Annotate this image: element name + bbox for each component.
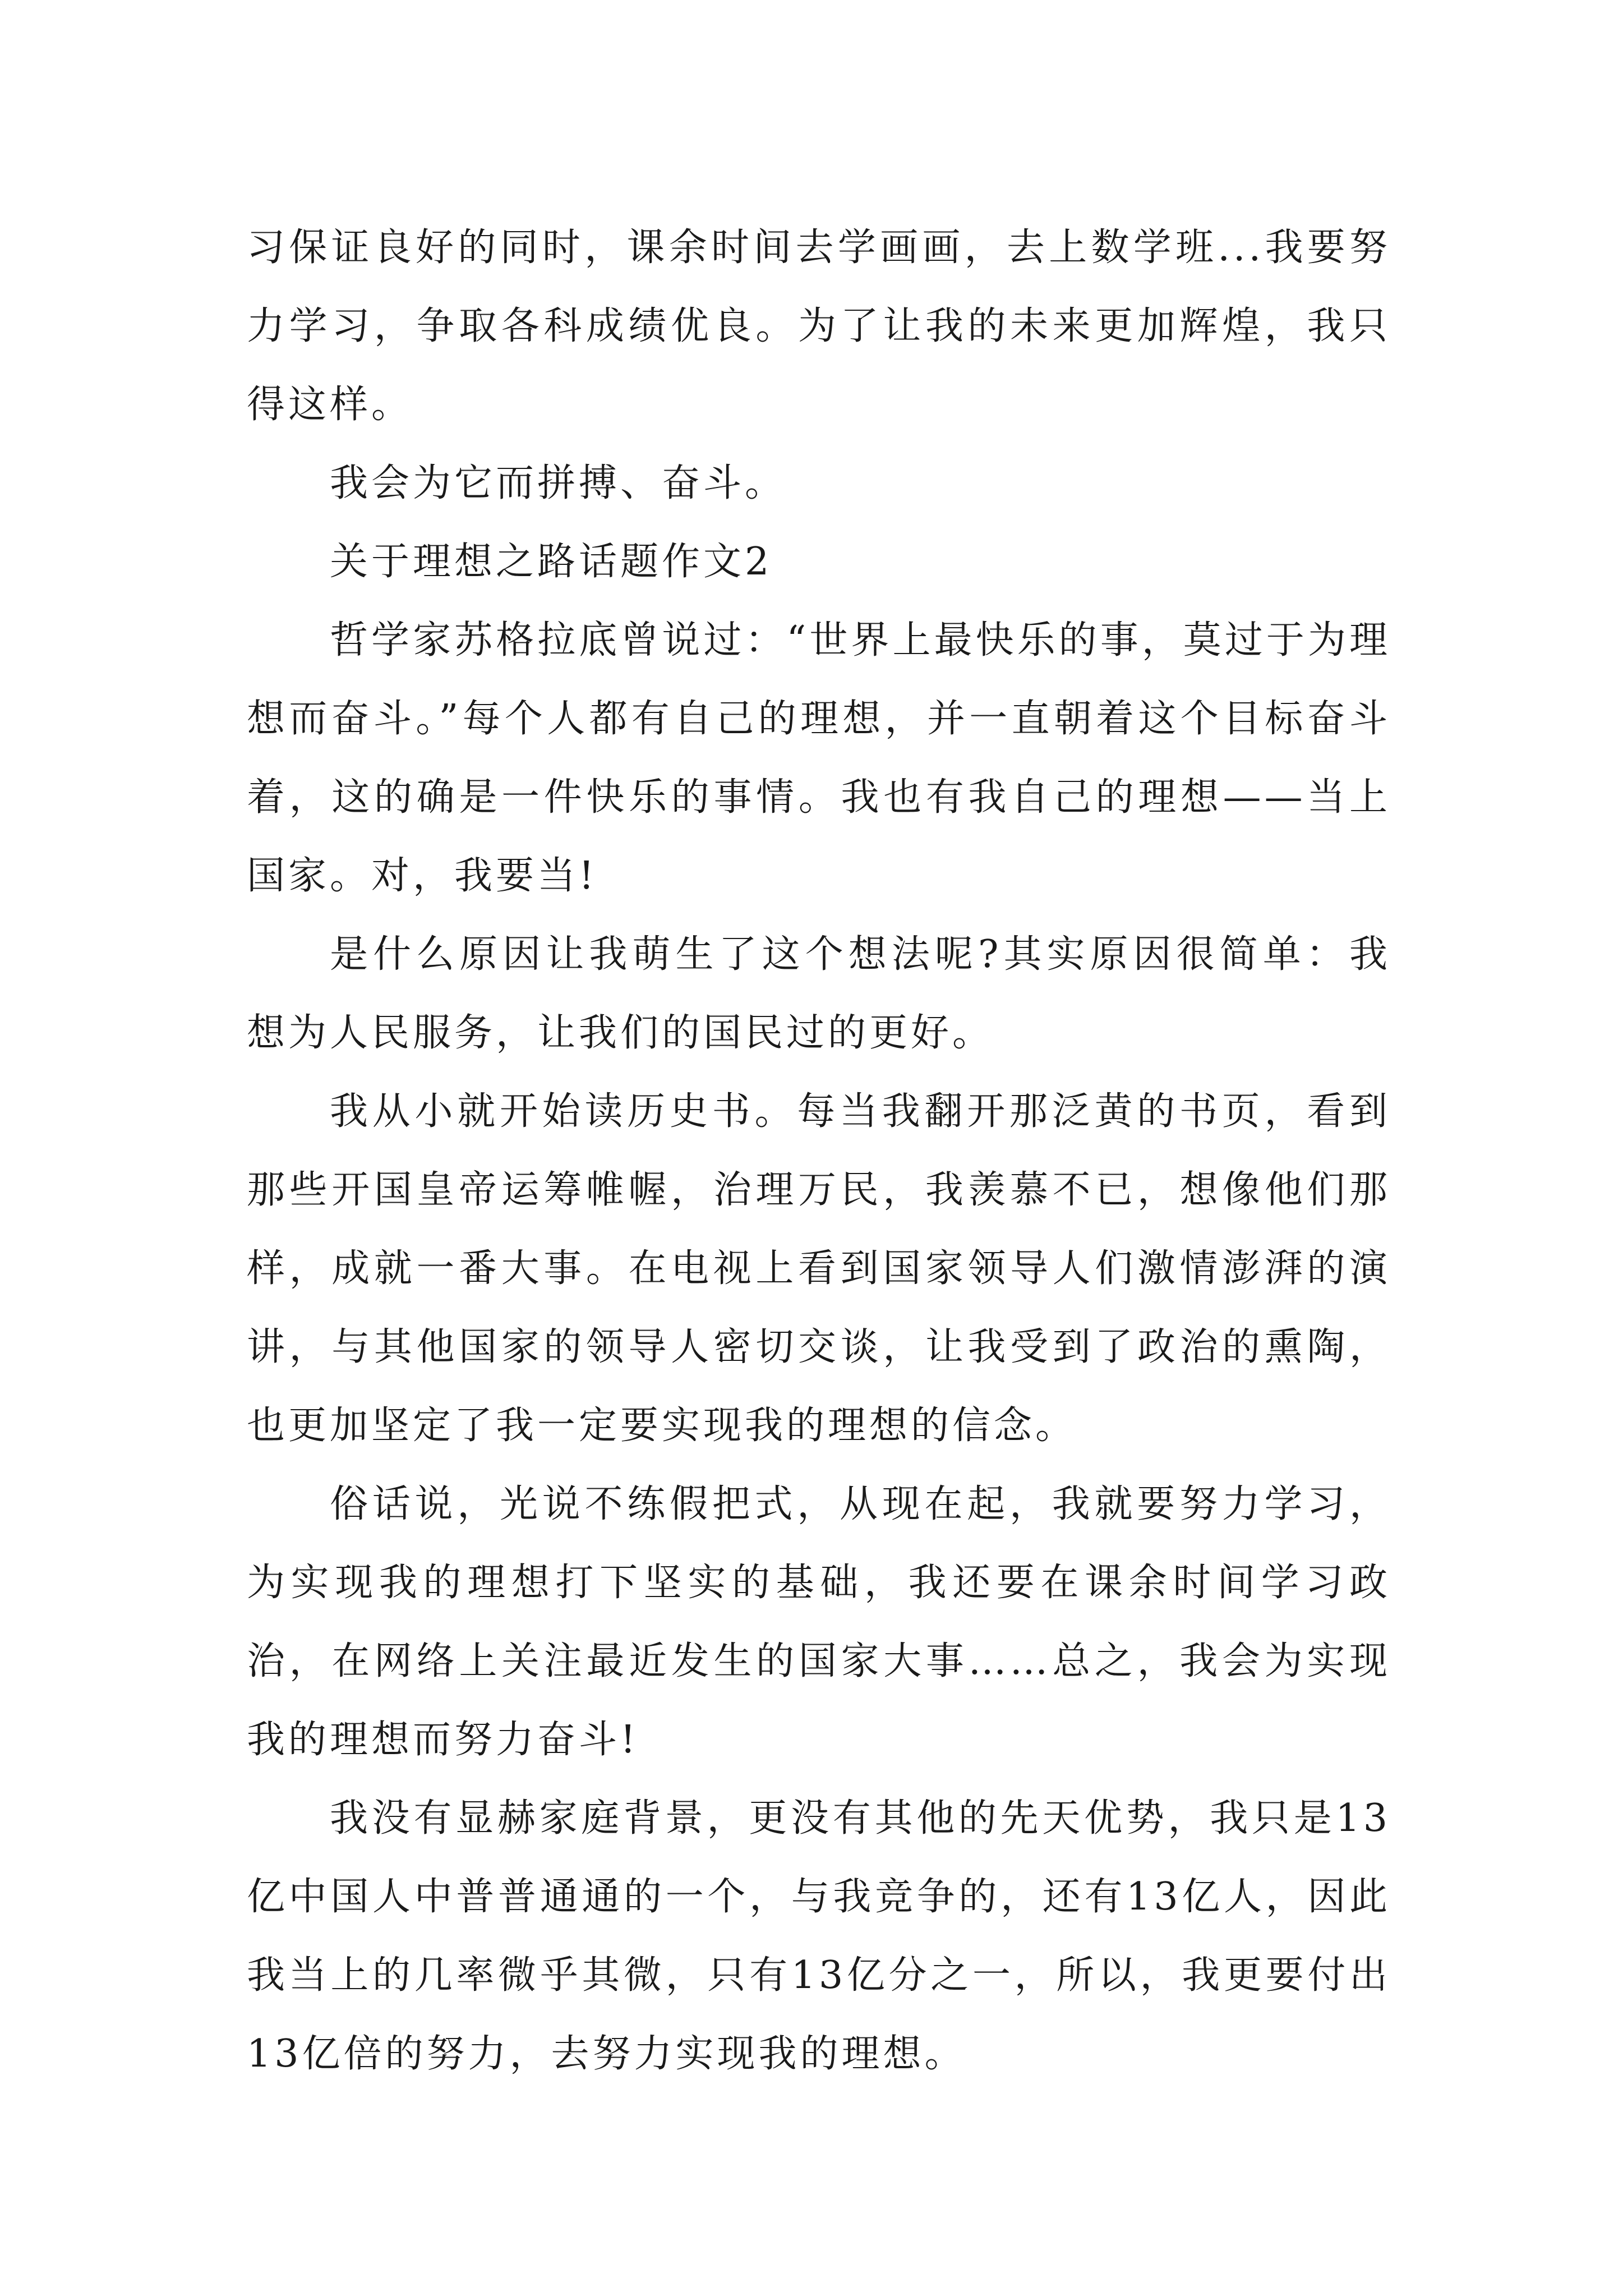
document-body xyxy=(247,209,1391,2093)
paragraph-continued: 习保证良好的同时，课余时间去学画画，去上数学班...我要努力学习，争取各科成绩优良。为了让我的未来更加辉煌，我只得这样。 xyxy=(247,226,1391,427)
essay-heading: 关于理想之路话题作文2 xyxy=(330,540,773,584)
paragraph: 我从小就开始读历史书。每当我翻开那泛黄的书页，看到那些开国皇帝运筹帷幄，治理万民，我羡慕不已，想像他们那样，成就一番大事。在电视上看到国家领导人们激情澎湃的演讲，与其他国家的领导人密切交谈，让我受到了政治的熏陶，也更加坚定了我一定要实现我的理想的信念。 xyxy=(247,1089,1391,1448)
paragraph: 哲学家苏格拉底曾说过：“世界上最快乐的事，莫过于为理想而奋斗。”每个人都有自己的理想，并一直朝着这个目标奋斗着，这的确是一件快乐的事情。我也有我自己的理想——当上国家。对，我要当! xyxy=(247,618,1391,898)
paragraph: 俗话说，光说不练假把式，从现在起，我就要努力学习，为实现我的理想打下坚实的基础，我还要在课余时间学习政治，在网络上关注最近发生的国家大事……总之，我会为实现我的理想而努力奋斗! xyxy=(247,1482,1391,1762)
paragraph: 是什么原因让我萌生了这个想法呢?其实原因很简单：我想为人民服务，让我们的国民过的更好。 xyxy=(247,932,1391,1055)
paragraph: 我会为它而拼搏、奋斗。 xyxy=(330,461,787,505)
paragraph: 我没有显赫家庭背景，更没有其他的先天优势，我只是13亿中国人中普普通通的一个，与我竞争的，还有13亿人，因此我当上的几率微乎其微，只有13亿分之一，所以，我更要付出13亿倍的努力，去努力实现我的理想。 xyxy=(247,1796,1391,2076)
